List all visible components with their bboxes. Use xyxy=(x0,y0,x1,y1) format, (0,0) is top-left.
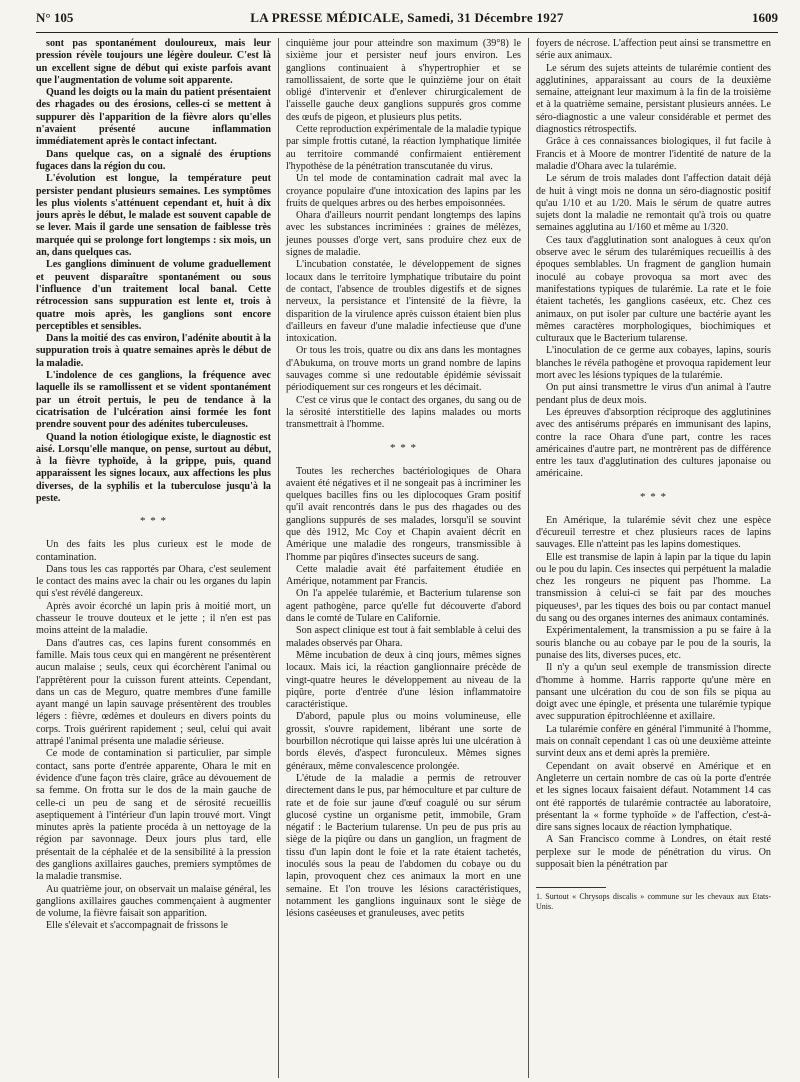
paragraph: Même incubation de deux à cinq jours, mêmes signes locaux. Mais ici, la réaction ganglionnaire précède de vingt-quatre heures le développement au niveau de la piqûre, porte d'entrée d'une lésion inflammatoire caractéristique. xyxy=(286,649,521,711)
paragraph: Dans tous les cas rapportés par Ohara, c'est seulement le contact des mains avec la chair ou les organes du lapin qui s'est révélé dangereux. xyxy=(36,563,271,600)
paragraph: L'incubation constatée, le développement de signes locaux dans le territoire lymphatique tributaire du point de contact, l'absence de troubles digestifs et de signes nerveux, la persistance et l'intensité de la fièvre, la disparition de la virulence après cuisson étaient bien plus d'ailleurs en faveur d'une maladie infectieuse que d'une intoxication. xyxy=(286,259,521,345)
paragraph: On l'a appelée tularémie, et Bacterium tularense son agent pathogène, parce qu'elle fut découverte d'abord dans le comté de Tulare en Californie. xyxy=(286,588,521,625)
paragraph: Dans quelque cas, on a signalé des éruptions fugaces dans la région du cou. xyxy=(36,148,271,172)
paragraph: Ces taux d'agglutination sont analogues à ceux qu'on observe avec le sérum des tularémiques recueillis à des époques semblables. Un fragment de ganglion humain inoculé au cobaye provoqua sa mort avec des manifestations typiques de tularémie. La rate et le foie étaient tachetés, les ganglions caséeux, etc. Chez ces animaux, on put isoler par culture une bactérie ayant les mêmes caractères morphologiques, biochimiques et culturaux que le Bacterium tularense. xyxy=(536,234,771,345)
paragraph: L'indolence de ces ganglions, la fréquence avec laquelle ils se ramollissent et se vident spontanément par un étroit pertuis, le peu de tendance à la cicatrisation de l'ulcération ainsi formée les font prendre souvent pour des adénites tuberculeuses. xyxy=(36,370,271,431)
page-header xyxy=(36,6,778,32)
paragraph: Après avoir écorché un lapin pris à moitié mort, un chasseur le trouve douteux et le jette ; il n'en est pas moins atteint de la maladie. xyxy=(36,600,271,637)
paragraph: Dans d'autres cas, ces lapins furent consommés en famille. Mais tous ceux qui en mangèrent ne présentèrent aucun malaise ; seuls, ceux qui écorchèrent l'animal ou l'apprêtèrent pour la cuisson furent atteints. Cependant, dans un cas de Meguro, quatre membres d'une famille ayant mangé un lapin sauvage présentèrent des troubles légers : fièvre, œdèmes et douleurs en divers points du corps. Trois guérirent rapidement ; seul, celui qui avait attrapé l'animal présenta une maladie sérieuse. xyxy=(36,637,271,748)
paragraph: Cette maladie avait été parfaitement étudiée en Amérique, notamment par Francis. xyxy=(286,563,521,588)
paragraph: cinquième jour pour atteindre son maximum (39°8) le sixième jour et persister neuf jours environ. Les ganglions continuaient à s'hypertrophier et se ramollissaient, de sorte que le quinzième jour on était obligé d'intervenir et d'enlever chirurgicalement de l'aisselle gauche deux ganglions suppurés gros comme des œufs de pigeon, et plusieurs plus petits. xyxy=(286,38,521,123)
paragraph: Son aspect clinique est tout à fait semblable à celui des malades observés par Ohara. xyxy=(286,625,521,649)
paragraph: Les épreuves d'absorption réciproque des agglutinines avec des antisérums préparés en immunisant des lapins, contre la race Ohara d'une part, contre les races américaines d'autre part, ne montrèrent pas de différence entre les taux d'agglutination des cultures japonaise ou américaine. xyxy=(536,406,771,480)
paragraph: Quand la notion étiologique existe, le diagnostic est aisé. Lorsqu'elle manque, on pense, surtout au début, à la fièvre typhoïde, à la grippe, puis, quand apparaissent les signes locaux, aux affections les plus diverses, de la syphilis et la tuberculose jusqu'à la peste. xyxy=(36,431,271,504)
paragraph: Le sérum des sujets atteints de tularémie contient des agglutinines, apparaissant au cours de la deuxième semaine, atteignant leur maximum à la fin de la troisième et à la quatrième semaine, persistant plusieurs années. Le séro-diagnostic a une valeur considérable et permet des diagnostics rétrospectifs. xyxy=(536,62,771,136)
section-separator-asterism: * * * xyxy=(640,490,667,503)
paragraph: Expérimentalement, la transmission a pu se faire à la souris blanche ou au cobaye par le pou de la souris, la punaise des lits, diverses puces, etc. xyxy=(536,625,771,661)
paragraph: Le sérum de trois malades dont l'affection datait déjà de huit à vingt mois ne donna un séro-diagnostic positif qu'au 1/10 et au 1/20. Mais le sérum de quatre autres sujets dont la maladie ne remontait qu'à trois ou quatre semaines agglutina au 1/160 et même au 1/320. xyxy=(536,173,771,234)
paragraph: Cependant on avait observé en Amérique et en Angleterre un certain nombre de cas où la porte d'entrée et les signes locaux faisaient défaut. Notamment 14 cas ont été rapportés de tularémie contractée au laboratoire, présentant la « forme typhoïde » de l'affection, c'est-à-dire sans signes locaux de réaction lymphatique. xyxy=(536,760,771,834)
paragraph: Ce mode de contamination si particulier, par simple contact, sans porte d'entrée apparente, Ohara le mit en évidence d'une façon très claire, grâce au dévouement de sa femme. On frotta sur le dos de la main gauche de celle-ci un peu de sang et de sérosité recueillis aseptiquement à l'intérieur d'un lapin trouvé mort. Vingt minutes après la patiente procéda à un nettoyage de la région par savonnage. Deux jours plus tard, elle présentait de la céphalée et de la sensibilité à la pression des ganglions axillaires gauches, premiers symptômes de la maladie transmise. xyxy=(36,748,271,883)
paragraph: Un tel mode de contamination cadrait mal avec la croyance populaire d'une intoxication des lapins par les fruits de quelques arbres ou des herbes empoisonnées. xyxy=(286,173,521,209)
paragraph: Elle est transmise de lapin à lapin par la tique du lapin ou le pou du lapin. Ces insectes qui perpétuent la maladie chez les rongeurs ne piquent pas l'homme. La transmission à celui-ci se fait par des mouches piqueuses¹, par les tiques des bois ou par contact manuel du sang ou des organes internes des animaux contaminés. xyxy=(536,551,771,625)
paragraph: Cette reproduction expérimentale de la maladie typique par simple frottis cutané, la réaction lymphatique limitée au territoire commandé confirmaient entièrement l'hypothèse de la pénétration transcutanée du virus. xyxy=(286,124,521,172)
paragraph: La tularémie confère en général l'immunité à l'homme, mais on connaît cependant 1 cas où une deuxième atteinte survint deux ans et demi après la première. xyxy=(536,723,771,760)
column-3 xyxy=(529,38,778,1078)
paragraph: Les ganglions diminuent de volume graduellement et peuvent disparaître spontanément ou sous l'influence d'un traitement local banal. Cette rétrocession sans suppuration est lente et, trois à quatre mois après, les ganglions sont encore perceptibles et sensibles. xyxy=(36,259,271,332)
header-rule xyxy=(36,32,778,33)
footnote-rule xyxy=(536,887,606,888)
paragraph: On put ainsi transmettre le virus d'un animal à l'autre pendant plus de deux mois. xyxy=(536,382,771,406)
paragraph: D'abord, papule plus ou moins volumineuse, elle grossit, s'ouvre rapidement, libérant une sorte de bourbillon nécrotique qui laisse après lui une ulcération à bords élevés, d'aspect furonculeux. Mêmes signes généraux, même convalescence prolongée. xyxy=(286,711,521,772)
paragraph: Ohara d'ailleurs nourrit pendant longtemps des lapins avec les substances incriminées : graines de mélèzes, jeunes pousses d'orge vert, sans produire chez eux de signes de maladie. xyxy=(286,210,521,259)
footnote: 1. Surtout « Chrysops discalis » commune sur les chevaux aux Etats-Unis. xyxy=(536,892,771,912)
column-2 xyxy=(279,38,529,1078)
paragraph: Il n'y a qu'un seul exemple de transmission directe d'homme à homme. Harris rapporte qu'une mère en pansant une ulcération du cou de son fils se piqua au doigt avec une épingle, et présenta une tularémie typique avec suppuration épitrochléenne et axillaire. xyxy=(536,662,771,723)
publication-title: LA PRESSE MÉDICALE, Samedi, 31 Décembre 1927 xyxy=(250,10,564,25)
paragraph: Or tous les trois, quatre ou dix ans dans les montagnes d'Abukuma, on trouve morts un grand nombre de lapins sauvages comme si une redoutable épidémie sévissait périodiquement sur ces rongeurs et les décimait. xyxy=(286,345,521,394)
page-number: 1609 xyxy=(751,10,778,25)
section-separator-asterism: * * * xyxy=(390,441,417,454)
paragraph: Dans la moitié des cas environ, l'adénite aboutit à la suppuration trois à quatre semaines après le début de la maladie. xyxy=(36,333,271,369)
paragraph: C'est ce virus que le contact des organes, du sang ou de la sérosité interstitielle des lapins malades ou morts transmettrait à l'homme. xyxy=(286,394,521,431)
paragraph: Elle s'élevait et s'accompagnait de frissons le xyxy=(46,920,228,932)
paragraph: foyers de nécrose. L'affection peut ainsi se transmettre en série aux animaux. xyxy=(536,38,771,62)
paragraph: Au quatrième jour, on observait un malaise général, les ganglions axillaires gauches commençaient à augmenter de volume, la fièvre faisait son apparition. xyxy=(36,883,271,920)
paragraph: En Amérique, la tularémie sévit chez une espèce d'écureuil terrestre et chez plusieurs races de lapins sauvages. Elle n'atteint pas les lapins domestiques. xyxy=(536,514,771,551)
paragraph: L'évolution est longue, la température peut persister pendant plusieurs semaines. Les symptômes les plus violents s'atténuent cependant et, huit à dix jours après le début, le malade est souvent capable de se lever. Mais il garde une sensation de faiblesse très marquée qui se prolonge fort longtemps : six mois, un an, dans quelques cas. xyxy=(36,173,271,259)
column-1 xyxy=(36,38,279,1078)
paragraph: Un des faits les plus curieux est le mode de contamination. xyxy=(36,539,271,563)
paragraph: Toutes les recherches bactériologiques de Ohara avaient été négatives et il ne songeait pas à incriminer les quelques bacilles fins ou les diplocoques Gram positif qu'il avait rencontrés dans le pus des rhagades ou des ganglions suppurés de ses malades, lorsqu'il se souvint que dès 1912, Mc Coy et Chapin avaient décrit en Amérique une maladie des rongeurs, transmissible à l'homme par piqûres d'insectes suceurs de sang. xyxy=(286,465,521,563)
paragraph: L'inoculation de ce germe aux cobayes, lapins, souris blanches le révéla pathogène et provoqua rapidement leur mort avec les lésions typiques de la tularémie. xyxy=(536,345,771,382)
section-separator-asterism: * * * xyxy=(140,515,167,528)
paragraph: Grâce à ces connaissances biologiques, il fut facile à Francis et à Moore de montrer l'identité de nature de la maladie d'Ohara avec la tularémie. xyxy=(536,136,771,172)
article-columns xyxy=(36,38,778,1078)
paragraph: L'étude de la maladie a permis de retrouver directement dans le pus, par hémoculture et par culture de rate et de foie sur jaune d'œuf coagulé ou sur sérum glucosé cystine un organisme petit, immobile, Gram négatif : le Bacterium tularense. Un peu de pus pris au siège de la piqûre ou dans un ganglion, un fragment de tissu d'un lapin dont le foie et la rate étaient tachetés, inoculés sous la peau de l'abdomen du cobaye ou du lapin, provoquent chez ces animaux la mort en une semaine. Et l'on trouve les lésions caractéristiques, notamment les ganglions inguinaux sont le siège de lésions caséeuses et granuleuses, avec petits xyxy=(286,772,521,920)
issue-number: N° 105 xyxy=(36,10,74,25)
paragraph: A San Francisco comme à Londres, on était resté perplexe sur le mode de pénétration du virus. On supposait bien la pénétration par xyxy=(536,834,771,870)
paragraph: sont pas spontanément douloureux, mais leur pression révèle toujours une légère douleur. C'est là un excellent signe de début qui existe parfois avant que l'augmentation de volume soit apparente. xyxy=(36,38,271,86)
paragraph: Quand les doigts ou la main du patient présentaient des rhagades ou des érosions, celles-ci se mettent à suppurer dès l'apparition de la fièvre alors qu'elles n'avaient présenté aucune inflammation immédiatement après le contact infectant. xyxy=(36,87,271,148)
